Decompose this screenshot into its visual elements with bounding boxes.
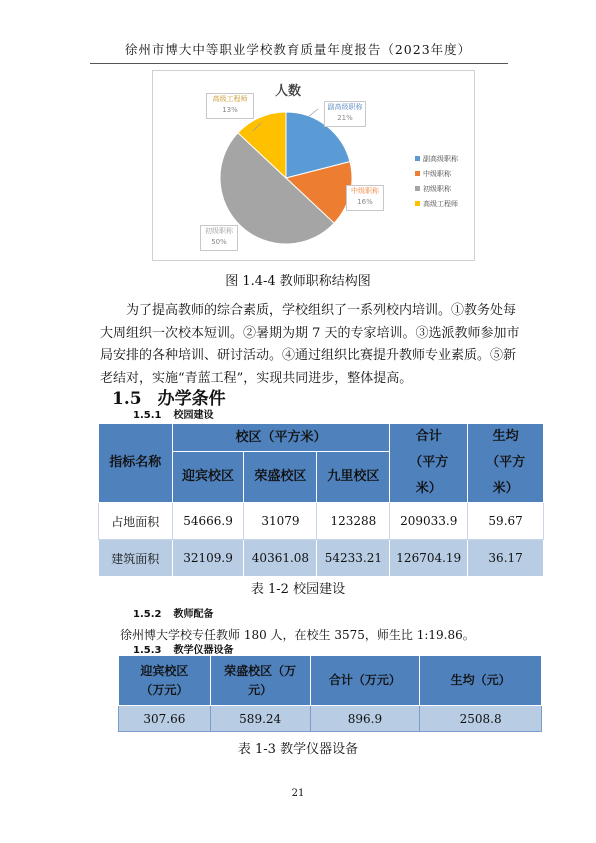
pie-chart xyxy=(152,70,475,261)
campus-table xyxy=(98,423,544,577)
slice-label-middle: 中级职称 16% xyxy=(346,185,384,211)
table2-caption: 表 1-3 教学仪器设备 xyxy=(237,742,359,757)
header-rongsheng: 荣盛校区（万 元） xyxy=(210,656,310,706)
table-row: 占地面积 54666.9 31079 123288 209033.9 59.67 xyxy=(99,503,544,540)
page-header: 徐州市博大中等职业学校教育质量年度报告（2023年度） xyxy=(124,42,472,57)
table1-caption: 表 1-2 校园建设 xyxy=(250,582,346,597)
legend-item: 高级工程师 xyxy=(415,196,458,211)
header-avg: 生均（元） xyxy=(420,656,542,706)
legend-item: 初级职称 xyxy=(415,181,458,196)
header-avg: 生均 （平方 米） xyxy=(468,424,544,503)
page-number: 21 xyxy=(291,788,305,799)
legend-item: 中级职称 xyxy=(415,166,458,181)
slice-label-senior: 副高级职称 21% xyxy=(324,101,366,127)
figure-caption: 图 1.4-4 教师职称结构图 xyxy=(225,274,371,289)
chart-title: 人数 xyxy=(274,84,301,99)
leader-line xyxy=(308,109,318,117)
table-row: 建筑面积 32109.9 40361.08 54233.21 126704.19 36.17 xyxy=(99,540,544,577)
header-campus-jiuli: 九里校区 xyxy=(317,452,390,503)
subsection-heading-teachers: 1.5.2 教师配备 xyxy=(133,609,214,620)
equipment-table xyxy=(118,655,542,732)
section-title: 办学条件 xyxy=(157,389,226,409)
header-total: 合计 （平方 米） xyxy=(390,424,468,503)
legend-item: 副高级职称 xyxy=(415,151,458,166)
header-indicator: 指标名称 xyxy=(99,424,173,503)
subsection-heading-equipment: 1.5.3 教学仪器设备 xyxy=(133,645,234,656)
header-rule xyxy=(90,63,508,64)
slice-label-junior: 初级职称 50% xyxy=(200,225,238,251)
subsection-heading-campus: 1.5.1 校园建设 xyxy=(133,410,214,421)
training-paragraph: 为了提高教师的综合素质，学校组织了一系列校内培训。①教务处每大周组织一次校本短训。②暑期为期 7 天的专家培训。③选派教师参加市局安排的各种培训、研讨活动。④通过组织比赛提升教师专业素质。⑤新老结对，实施“青蓝工程”，实现共同进步，整体提高。 xyxy=(100,303,520,386)
table-row: 307.66 589.24 896.9 2508.8 xyxy=(119,706,542,732)
header-campus: 校区（平方米） xyxy=(172,424,390,452)
header-campus-yingbin: 迎宾校区 xyxy=(172,452,244,503)
teacher-text: 徐州博大学校专任教师 180 人，在校生 3575，师生比 1:19.86。 xyxy=(120,628,475,642)
header-yingbin: 迎宾校区 （万元） xyxy=(119,656,211,706)
header-campus-rongsheng: 荣盛校区 xyxy=(244,452,317,503)
section-number: 1.5 xyxy=(112,389,142,409)
header-total: 合计（万元） xyxy=(310,656,420,706)
slice-label-engineer: 高级工程师 13% xyxy=(206,93,254,119)
chart-legend xyxy=(415,151,458,211)
